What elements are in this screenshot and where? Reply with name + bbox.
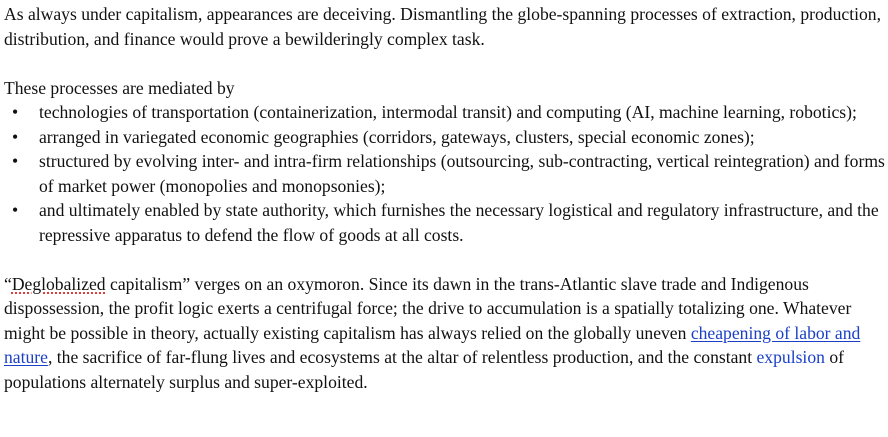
bullet-state-authority: • and ultimately enabled by state authority, which furnishes the necessary logistical and regulatory infrastructure, and the repressive apparatus to defend the flow of goods at all costs. <box>4 198 888 247</box>
bullet-firm-relationships: • structured by evolving inter- and intra-firm relationships (outsourcing, sub-contracting, vertical reintegration) and forms of market power (monopolies and monopsonies); <box>4 149 888 198</box>
paragraph-processes-intro: These processes are mediated by <box>4 77 235 98</box>
document-body <box>4 0 888 394</box>
link-cheapening-labor-nature[interactable]: cheapening of labor and nature <box>4 322 861 367</box>
spellcheck-word[interactable]: Deglobalized <box>11 273 106 294</box>
paragraph-capitalism-appearances: As always under capitalism, appearances are deceiving. Dismantling the globe-spanning processes of extraction, production, distribution, and finance would prove a bewilderingly complex task. <box>4 4 881 49</box>
paragraph-text-c: of populations alternately surplus and super-exploited. <box>4 347 844 392</box>
paragraph-text-a: capitalism” verges on an oxymoron. Since its dawn in the trans-Atlantic slave trade and Indigenous dispossession, the profit logic exerts a centrifugal force; the drive to accumulation is a spatially totalizing one. Whatever might be possible in theory, actually existing capitalism has always relied on the globally uneven <box>4 273 852 343</box>
process-bullet-list <box>4 100 888 247</box>
paragraph-deglobalized-capitalism <box>4 272 888 395</box>
open-quote: “ <box>4 273 12 294</box>
bullet-geographies: • arranged in variegated economic geographies (corridors, gateways, clusters, special economic zones); <box>4 125 888 150</box>
paragraph-text-b: , the sacrifice of far-flung lives and ecosystems at the altar of relentless production, and the constant <box>47 347 757 367</box>
link-expulsion[interactable]: expulsion <box>756 347 825 367</box>
bullet-technologies: • technologies of transportation (containerization, intermodal transit) and computing (AI, machine learning, robotics); <box>4 100 888 125</box>
